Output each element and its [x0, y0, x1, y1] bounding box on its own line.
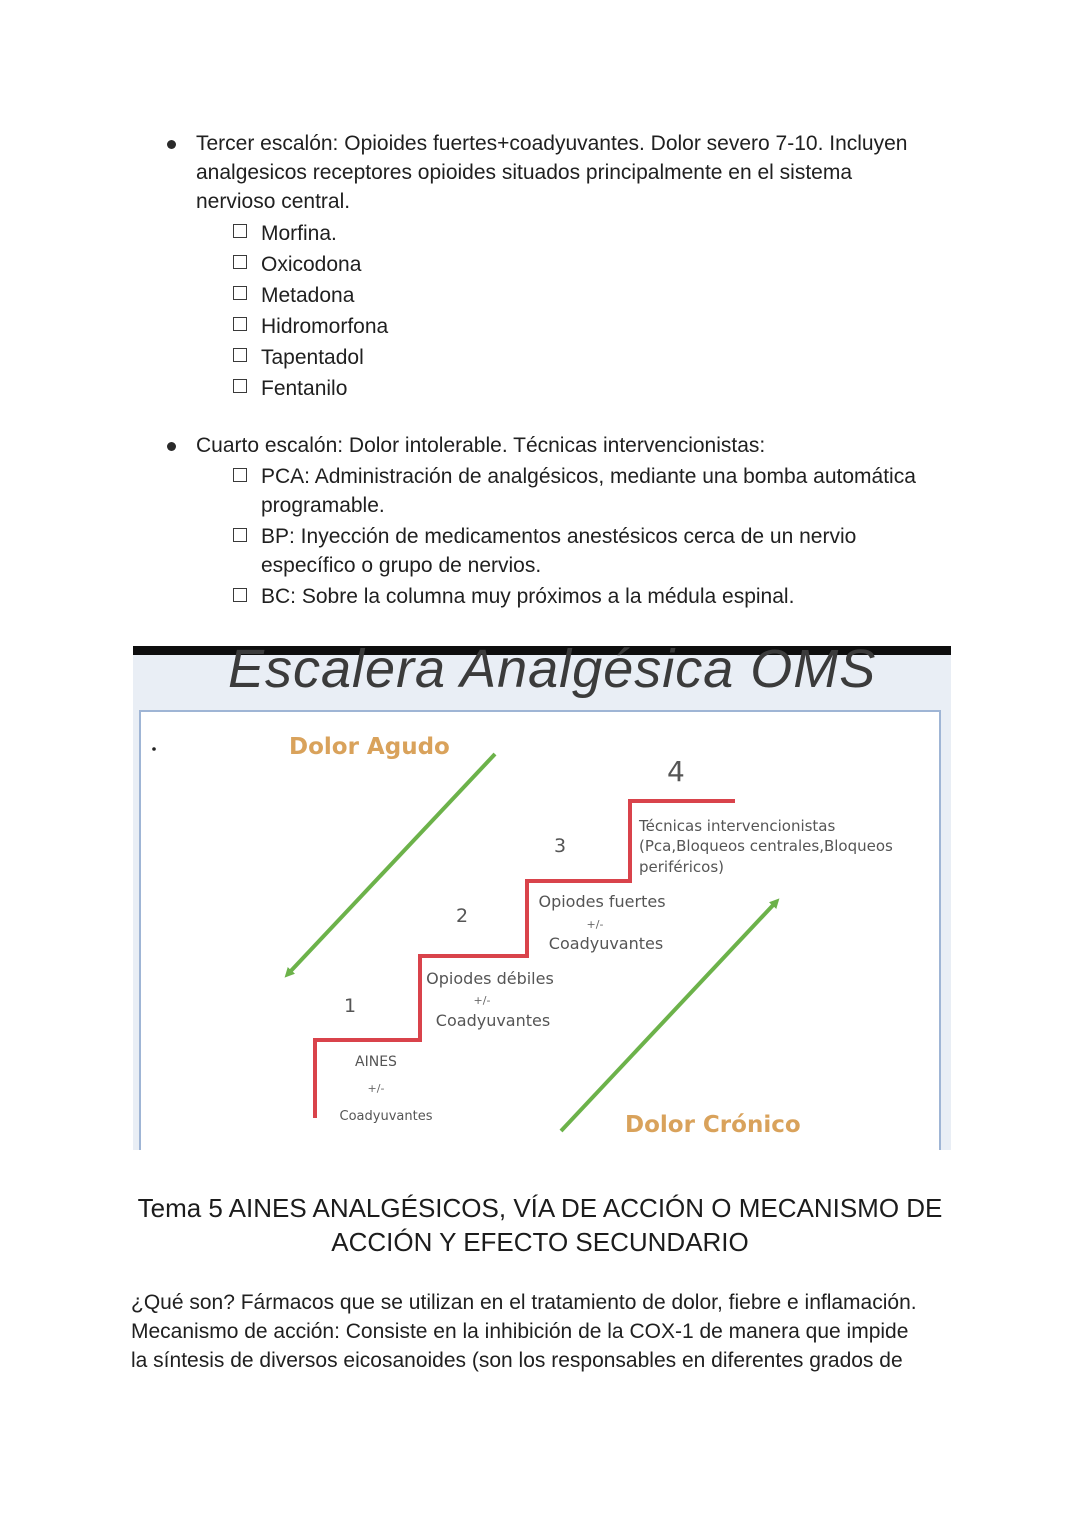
cuarto-escalon-block	[163, 431, 963, 611]
step-4-line-2: (Pca,Bloqueos centrales,Bloqueos	[639, 837, 893, 855]
list-item	[163, 522, 963, 580]
list-item	[163, 311, 963, 342]
cuarto-escalon-text: Cuarto escalón: Dolor intolerable. Técnicas intervencionistas:	[196, 434, 766, 457]
step-4-line-1: Técnicas intervencionistas	[639, 817, 836, 835]
tecnicas-list	[163, 462, 963, 611]
figure-title: Escalera Analgésica OMS	[228, 646, 877, 699]
list-item	[163, 342, 963, 373]
list-item	[163, 373, 963, 404]
tercer-escalon-bullet	[163, 129, 963, 216]
checkbox-icon	[233, 317, 247, 331]
bullet-dot-icon	[167, 140, 176, 149]
checkbox-icon	[233, 224, 247, 238]
list-item	[163, 218, 963, 249]
checkbox-icon	[233, 379, 247, 393]
list-item-label: Tapentadol	[261, 346, 364, 369]
list-item-line-1: BP: Inyección de medicamentos anestésicos cerca de un nervio	[261, 525, 857, 548]
list-item-line-1: BC: Sobre la columna muy próximos a la médula espinal.	[261, 585, 795, 608]
tema-heading-line-1: Tema 5 AINES ANALGÉSICOS, VÍA DE ACCIÓN O MECANISMO DE	[137, 1193, 943, 1223]
panel-dot	[152, 747, 156, 751]
list-item-label: Fentanilo	[261, 377, 348, 400]
checkbox-icon	[233, 528, 247, 542]
paragraph-line-2: Mecanismo de acción: Consiste en la inhibición de la COX-1 de manera que impide	[131, 1320, 909, 1343]
tercer-escalon-line-2: analgesicos receptores opioides situados principalmente en el sistema	[196, 161, 853, 184]
step-2-line-1: Opiodes débiles	[426, 969, 554, 988]
tema-heading-line-2: ACCIÓN Y EFECTO SECUNDARIO	[331, 1227, 749, 1257]
step-3-line-1: Opiodes fuertes	[538, 892, 666, 911]
list-item	[163, 249, 963, 280]
list-item	[163, 280, 963, 311]
step-1-number: 1	[344, 995, 357, 1017]
step-4-line-3: periféricos)	[639, 858, 725, 876]
bullet-dot-icon	[167, 442, 176, 451]
checkbox-icon	[233, 348, 247, 362]
paragraph-line-3: la síntesis de diversos eicosanoides (son los responsables en diferentes grados de	[131, 1349, 903, 1372]
escalera-diagram	[133, 646, 951, 1150]
paragraph-line-1: ¿Qué son? Fármacos que se utilizan en el tratamiento de dolor, fiebre e inflamación.	[131, 1291, 917, 1314]
tercer-escalon-line-3: nervioso central.	[196, 190, 351, 213]
list-item-line-2: programable.	[261, 494, 385, 517]
step-1-line-1: AINES	[355, 1054, 397, 1070]
step-1-line-3: Coadyuvantes	[339, 1109, 433, 1124]
list-item-label: Morfina.	[261, 222, 337, 245]
step-3-line-2: +/-	[586, 918, 604, 931]
aines-paragraph	[131, 1288, 961, 1375]
dolor-agudo-label: Dolor Agudo	[289, 734, 450, 760]
step-1-line-2: +/-	[367, 1082, 385, 1095]
tema-heading	[100, 1191, 980, 1259]
step-3-number: 3	[554, 835, 567, 857]
list-item-line-2: específico o grupo de nervios.	[261, 554, 542, 577]
list-item-line-1: PCA: Administración de analgésicos, mediante una bomba automática	[261, 465, 916, 488]
list-item-label: Hidromorfona	[261, 315, 389, 338]
step-3-line-3: Coadyuvantes	[548, 934, 664, 953]
list-item-label: Metadona	[261, 284, 355, 307]
dolor-agudo-arrow	[288, 754, 495, 974]
step-4-number: 4	[667, 755, 685, 788]
cuarto-escalon-bullet	[163, 431, 963, 460]
list-item	[163, 582, 963, 611]
step-2-number: 2	[456, 905, 469, 927]
checkbox-icon	[233, 286, 247, 300]
checkbox-icon	[233, 588, 247, 602]
tercer-escalon-line-1: Tercer escalón: Opioides fuertes+coadyuvantes. Dolor severo 7-10. Incluyen	[196, 132, 908, 155]
checkbox-icon	[233, 468, 247, 482]
step-2-line-2: +/-	[473, 994, 491, 1007]
dolor-cronico-label: Dolor Crónico	[625, 1112, 801, 1138]
escalera-analgesica-figure	[133, 646, 951, 1150]
tercer-escalon-block	[163, 129, 963, 404]
step-2-line-3: Coadyuvantes	[435, 1011, 551, 1030]
list-item	[163, 462, 963, 520]
list-item-label: Oxicodona	[261, 253, 362, 276]
checkbox-icon	[233, 255, 247, 269]
opioides-fuertes-list	[163, 218, 963, 404]
